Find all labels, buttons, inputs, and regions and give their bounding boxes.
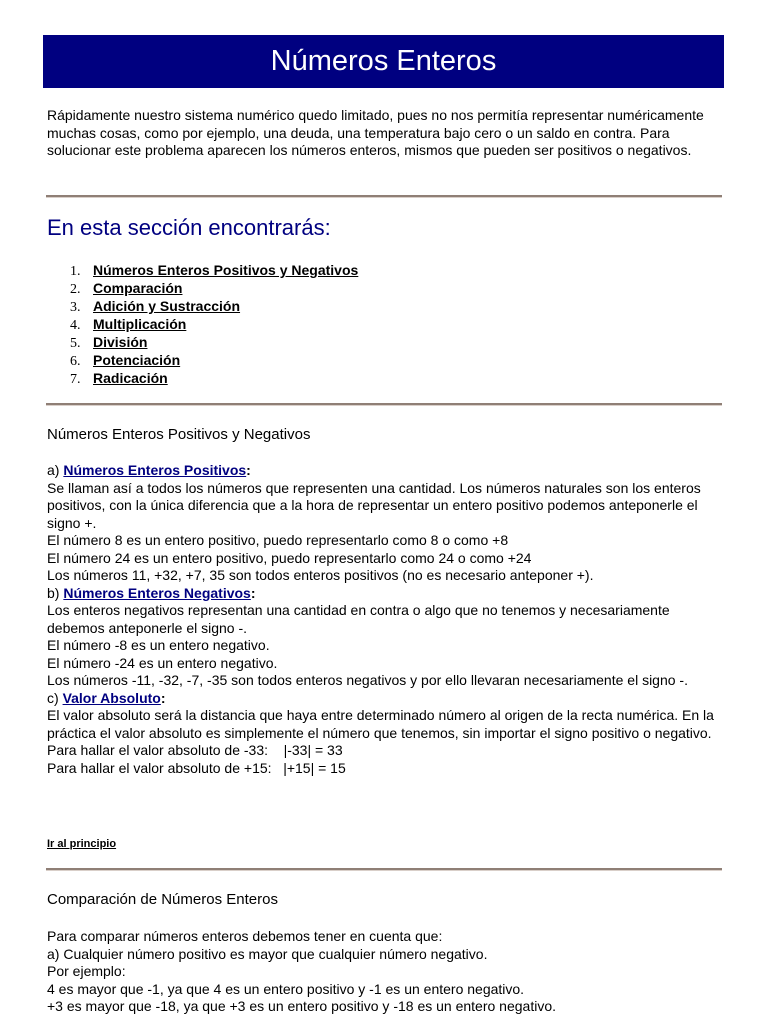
part2-content — [47, 928, 723, 1016]
paragraph: Por ejemplo: — [47, 963, 126, 979]
divider — [46, 403, 722, 406]
subsection-b-title: b) Números Enteros Negativos: — [47, 584, 256, 601]
divider — [46, 195, 722, 198]
toc-link-division[interactable]: División — [93, 334, 148, 350]
subsection-c-title: c) Valor Absoluto: — [47, 689, 166, 706]
paragraph: El número 24 es un entero positivo, puedo representarlo como 24 o como +24 — [47, 549, 532, 566]
intro-paragraph: Rápidamente nuestro sistema numérico quedo limitado, pues no nos permitía representar numéricamente muchas cosas, como por ejemplo, una deuda, una temperatura bajo cero o un saldo en contra. Para solucionar este problema aparecen los números enteros, mismos que pueden ser positivos o negativos. — [47, 107, 704, 158]
link-enteros-positivos[interactable]: Números Enteros Positivos — [63, 462, 247, 478]
paragraph: Para hallar el valor absoluto de +15: |+15| = 15 — [47, 759, 346, 776]
toc-item: 5. División — [70, 334, 148, 351]
page-title-banner — [43, 35, 724, 88]
link-enteros-negativos[interactable]: Números Enteros Negativos — [63, 584, 251, 601]
back-to-top-link[interactable]: Ir al principio — [47, 838, 117, 850]
paragraph: Los enteros negativos representan una cantidad en contra o algo que no tenemos y necesariamente debemos anteponerle el signo -. — [47, 602, 670, 636]
toc-link-positivos-negativos[interactable]: Números Enteros Positivos y Negativos — [93, 262, 359, 278]
subsection-a-title: a) Números Enteros Positivos: — [47, 462, 251, 478]
toc-item: 3. Adición y Sustracción — [70, 298, 241, 315]
paragraph: a) Cualquier número positivo es mayor que cualquier número negativo. — [47, 945, 488, 962]
paragraph: El número -8 es un entero negativo. — [47, 637, 270, 653]
paragraph: +3 es mayor que -18, ya que +3 es un entero positivo y -18 es un entero negativo. — [47, 998, 556, 1014]
paragraph: El número -24 es un entero negativo. — [47, 654, 278, 671]
toc-link-comparacion[interactable]: Comparación — [93, 280, 183, 296]
paragraph: Para comparar números enteros debemos tener en cuenta que: — [47, 928, 443, 944]
paragraph: 4 es mayor que -1, ya que 4 es un entero positivo y -1 es un entero negativo. — [47, 980, 525, 997]
divider — [46, 868, 722, 871]
link-valor-absoluto[interactable]: Valor Absoluto — [62, 689, 161, 706]
toc-link-potenciacion[interactable]: Potenciación — [93, 352, 181, 368]
toc-link-radicacion[interactable]: Radicación — [93, 370, 168, 386]
section-title: En esta sección encontrarás: — [47, 215, 331, 240]
toc-item: 2. Comparación — [70, 280, 183, 297]
part1-content — [47, 462, 723, 777]
paragraph: Los números 11, +32, +7, 35 son todos enteros positivos (no es necesario anteponer +). — [47, 567, 594, 583]
paragraph: Se llaman así a todos los números que representen una cantidad. Los números naturales son los enteros positivos, con la única diferencia que a la hora de representar un entero positivo podemos anteponerle el signo +. — [47, 479, 701, 531]
table-of-contents — [70, 262, 358, 388]
paragraph: El valor absoluto será la distancia que haya entre determinado número al origen de la recta numérica. En la práctica el valor absoluto es simplemente el número que tenemos, sin importar el signo positivo o negativo. — [47, 707, 714, 741]
paragraph: El número 8 es un entero positivo, puedo representarlo como 8 o como +8 — [47, 532, 509, 548]
toc-link-multiplicacion[interactable]: Multiplicación — [93, 316, 187, 332]
paragraph: Para hallar el valor absoluto de -33: |-33| = 33 — [47, 742, 343, 758]
paragraph: Los números -11, -32, -7, -35 son todos enteros negativos y por ello llevaran necesariamente el signo -. — [47, 672, 688, 688]
toc-item: 7. Radicación — [70, 370, 168, 387]
toc-item: 6. Potenciación — [70, 352, 181, 369]
toc-item: 1. Números Enteros Positivos y Negativos — [70, 262, 359, 279]
page-title: Números Enteros — [270, 45, 497, 77]
toc-item: 4. Multiplicación — [70, 316, 187, 333]
toc-link-adicion[interactable]: Adición y Sustracción — [93, 298, 241, 314]
part2-heading: Comparación de Números Enteros — [47, 891, 278, 908]
part1-heading: Números Enteros Positivos y Negativos — [47, 426, 311, 443]
